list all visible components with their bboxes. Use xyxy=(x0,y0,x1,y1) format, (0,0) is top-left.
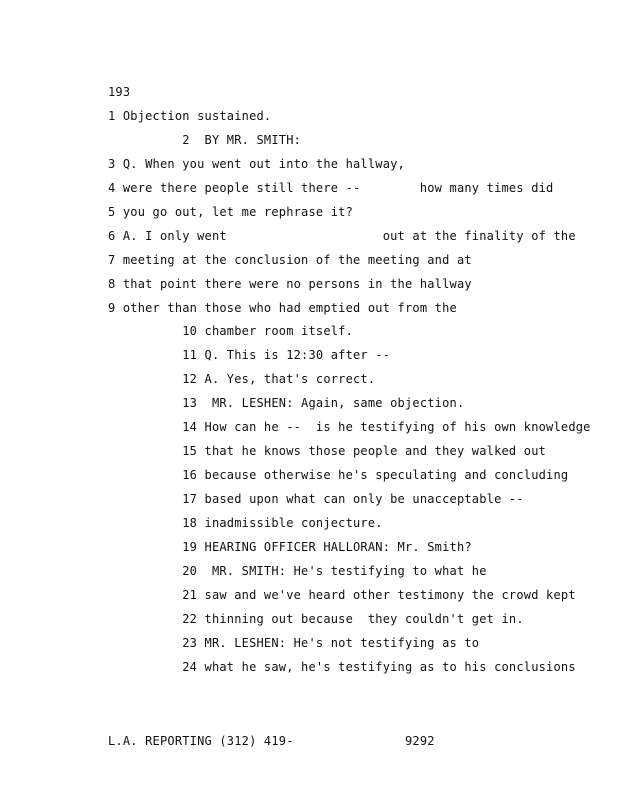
transcript-line: 10 chamber room itself. xyxy=(108,324,354,338)
transcript-line: 8 that point there were no persons in the hallway xyxy=(108,277,472,291)
transcript-line: 19 HEARING OFFICER HALLORAN: Mr. Smith? xyxy=(108,540,472,554)
transcript-line: 6 A. I only went out at the finality of the xyxy=(108,229,576,243)
transcript-line: 13 MR. LESHEN: Again, same objection. xyxy=(108,396,465,410)
transcript-line: 3 Q. When you went out into the hallway, xyxy=(108,157,405,171)
page-footer: L.A. REPORTING (312) 419- 9292 xyxy=(108,734,435,748)
transcript-line: 15 that he knows those people and they walked out xyxy=(108,444,547,458)
transcript-line: 20 MR. SMITH: He's testifying to what he xyxy=(108,564,487,578)
transcript-line: 5 you go out, let me rephrase it? xyxy=(108,205,354,219)
transcript-line: 1 Objection sustained. xyxy=(108,109,272,123)
transcript-line: 12 A. Yes, that's correct. xyxy=(108,372,376,386)
transcript-line: 7 meeting at the conclusion of the meeting and at xyxy=(108,253,472,267)
transcript-line: 22 thinning out because they couldn't get in. xyxy=(108,612,524,626)
transcript-line: 18 inadmissible conjecture. xyxy=(108,516,383,530)
page-number: 193 xyxy=(108,85,131,99)
transcript-line: 16 because otherwise he's speculating and concluding xyxy=(108,468,569,482)
transcript-line: 21 saw and we've heard other testimony the crowd kept xyxy=(108,588,576,602)
transcript-line: 14 How can he -- is he testifying of his own knowledge xyxy=(108,420,591,434)
transcript-line: 11 Q. This is 12:30 after -- xyxy=(108,348,391,362)
transcript-line: 9 other than those who had emptied out from the xyxy=(108,301,457,315)
transcript-line: 4 were there people still there -- how many times did xyxy=(108,181,554,195)
transcript-line: 17 based upon what can only be unacceptable -- xyxy=(108,492,524,506)
transcript-line: 2 BY MR. SMITH: xyxy=(108,133,302,147)
transcript-line: 24 what he saw, he's testifying as to his conclusions xyxy=(108,660,576,674)
transcript-line: 23 MR. LESHEN: He's not testifying as to xyxy=(108,636,480,650)
